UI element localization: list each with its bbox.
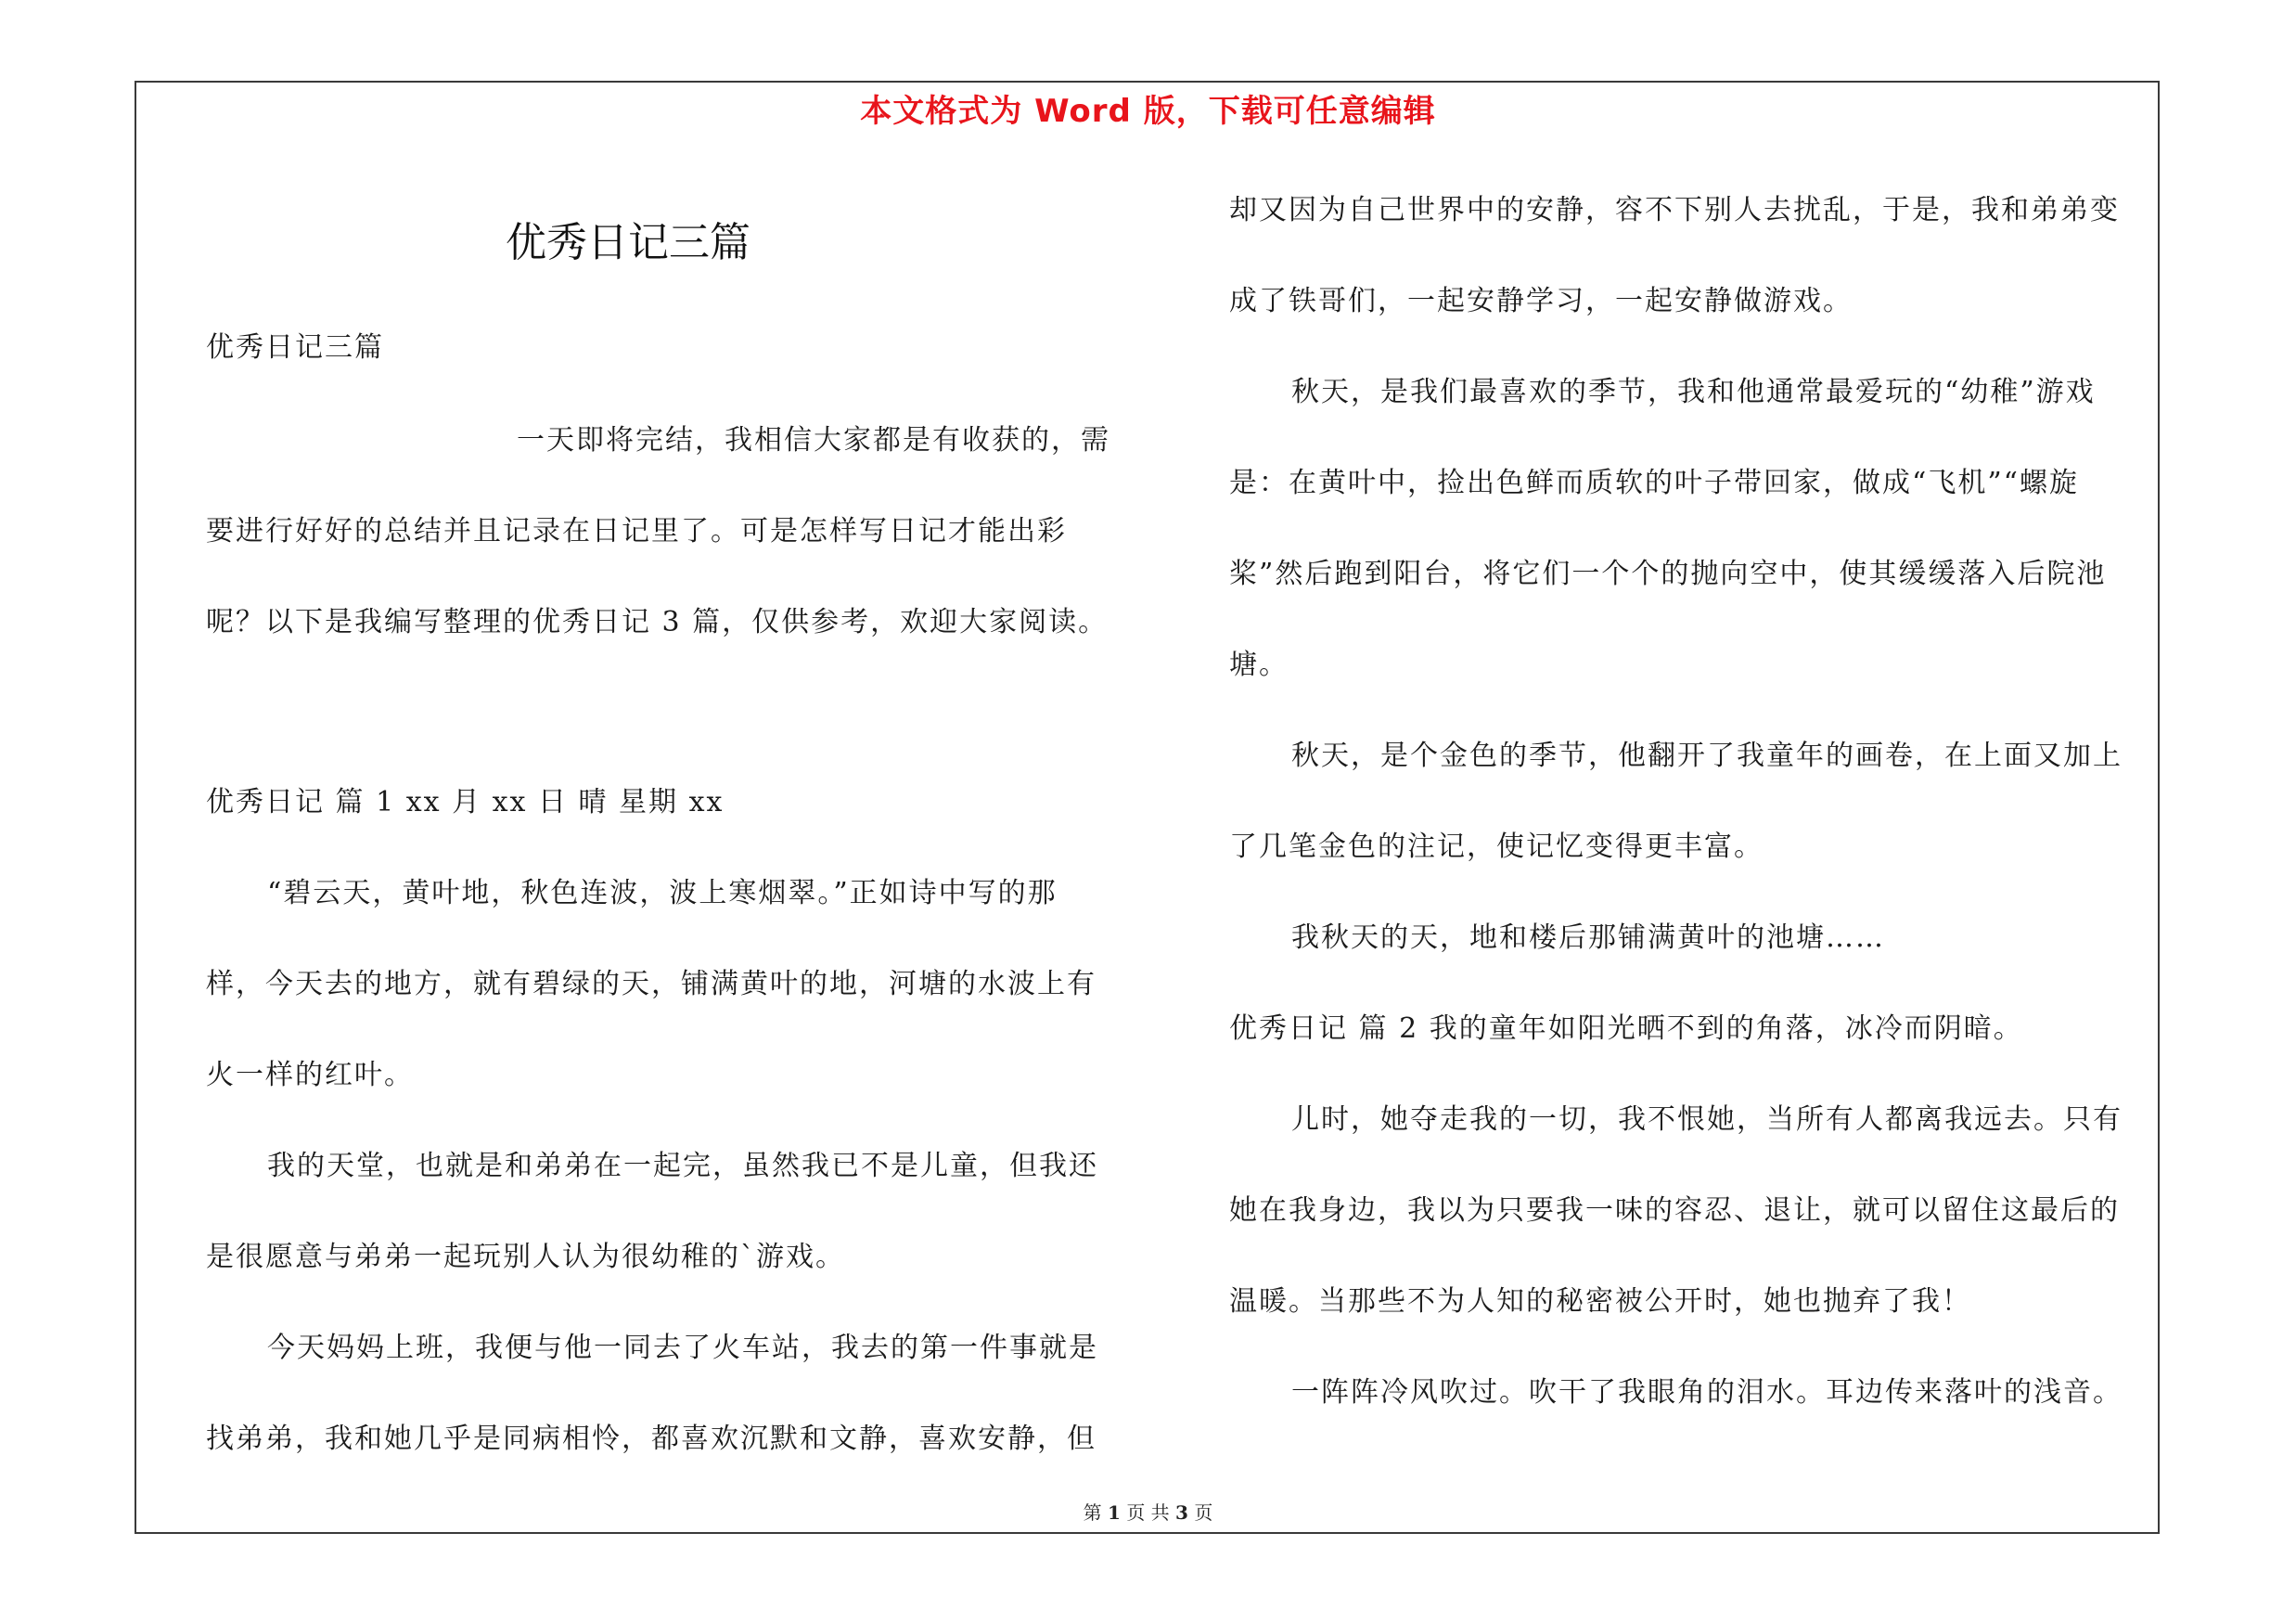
page-title: 优秀日记三篇 bbox=[506, 219, 750, 266]
paragraph-line: 秋天，是个金色的季节，他翻开了我童年的画卷，在上面又加上 bbox=[1291, 740, 2123, 772]
paragraph-line: 我的天堂，也就是和弟弟在一起完，虽然我已不是儿童，但我还 bbox=[267, 1150, 1098, 1182]
paragraph-line: 成了铁哥们，一起安静学习，一起安静做游戏。 bbox=[1229, 285, 1853, 317]
paragraph-line: 找弟弟，我和她几乎是同病相怜，都喜欢沉默和文静，喜欢安静，但 bbox=[206, 1423, 1097, 1455]
paragraph-line: 却又因为自己世界中的安静，容不下别人去扰乱，于是，我和弟弟变 bbox=[1229, 194, 2120, 226]
paragraph-line: 一天即将完结，我相信大家都是有收获的，需 bbox=[517, 424, 1110, 457]
format-banner: 本文格式为 Word 版，下载可任意编辑 bbox=[860, 93, 1436, 130]
entry-heading: 优秀日记 篇 2 我的童年如阳光晒不到的角落，冰冷而阴暗。 bbox=[1229, 1012, 2023, 1045]
paragraph-line: 我秋天的天，地和楼后那铺满黄叶的池塘…… bbox=[1291, 921, 1885, 954]
footer-prefix: 第 bbox=[1083, 1501, 1102, 1524]
paragraph-line: 秋天，是我们最喜欢的季节，我和他通常最爱玩的“幼稚”游戏 bbox=[1291, 376, 2096, 408]
paragraph-line: “碧云天，黄叶地，秋色连波，波上寒烟翠。”正如诗中写的那 bbox=[267, 877, 1058, 909]
paragraph-line: 塘。 bbox=[1229, 649, 1289, 681]
footer-total-pages: 3 bbox=[1175, 1501, 1188, 1524]
footer-suffix: 页 bbox=[1194, 1501, 1213, 1524]
paragraph-line: 桨”然后跑到阳台，将它们一个个的抛向空中，使其缓缓落入后院池 bbox=[1229, 558, 2107, 590]
footer-page-number: 1 bbox=[1108, 1501, 1121, 1524]
entry-heading: 优秀日记 篇 1 xx 月 xx 日 晴 星期 xx bbox=[206, 786, 725, 818]
paragraph-line: 呢？以下是我编写整理的优秀日记 3 篇，仅供参考，欢迎大家阅读。 bbox=[206, 606, 1109, 638]
paragraph-line: 是：在黄叶中，捡出色鲜而质软的叶子带回家，做成“飞机”“螺旋 bbox=[1229, 467, 2080, 499]
paragraph-line: 温暖。当那些不为人知的秘密被公开时，她也抛弃了我！ bbox=[1229, 1285, 1971, 1318]
paragraph-line: 要进行好好的总结并且记录在日记里了。可是怎样写日记才能出彩 bbox=[206, 515, 1067, 547]
footer-middle: 页 共 bbox=[1126, 1501, 1170, 1524]
page-footer bbox=[0, 1498, 2296, 1525]
paragraph-line: 火一样的红叶。 bbox=[206, 1059, 414, 1091]
paragraph-line: 了几笔金色的注记，使记忆变得更丰富。 bbox=[1229, 831, 1764, 863]
paragraph-line: 今天妈妈上班，我便与他一同去了火车站，我去的第一件事就是 bbox=[267, 1332, 1098, 1364]
paragraph-line: 样，今天去的地方，就有碧绿的天，铺满黄叶的地，河塘的水波上有 bbox=[206, 968, 1097, 1000]
paragraph-line: 一阵阵冷风吹过。吹干了我眼角的泪水。耳边传来落叶的浅音。 bbox=[1291, 1376, 2123, 1409]
paragraph-line: 优秀日记三篇 bbox=[206, 331, 384, 364]
paragraph-line: 是很愿意与弟弟一起玩别人认为很幼稚的`游戏。 bbox=[206, 1241, 845, 1273]
paragraph-line: 儿时，她夺走我的一切，我不恨她，当所有人都离我远去。只有 bbox=[1291, 1103, 2123, 1136]
paragraph-line: 她在我身边，我以为只要我一味的容忍、退让，就可以留住这最后的 bbox=[1229, 1194, 2120, 1227]
